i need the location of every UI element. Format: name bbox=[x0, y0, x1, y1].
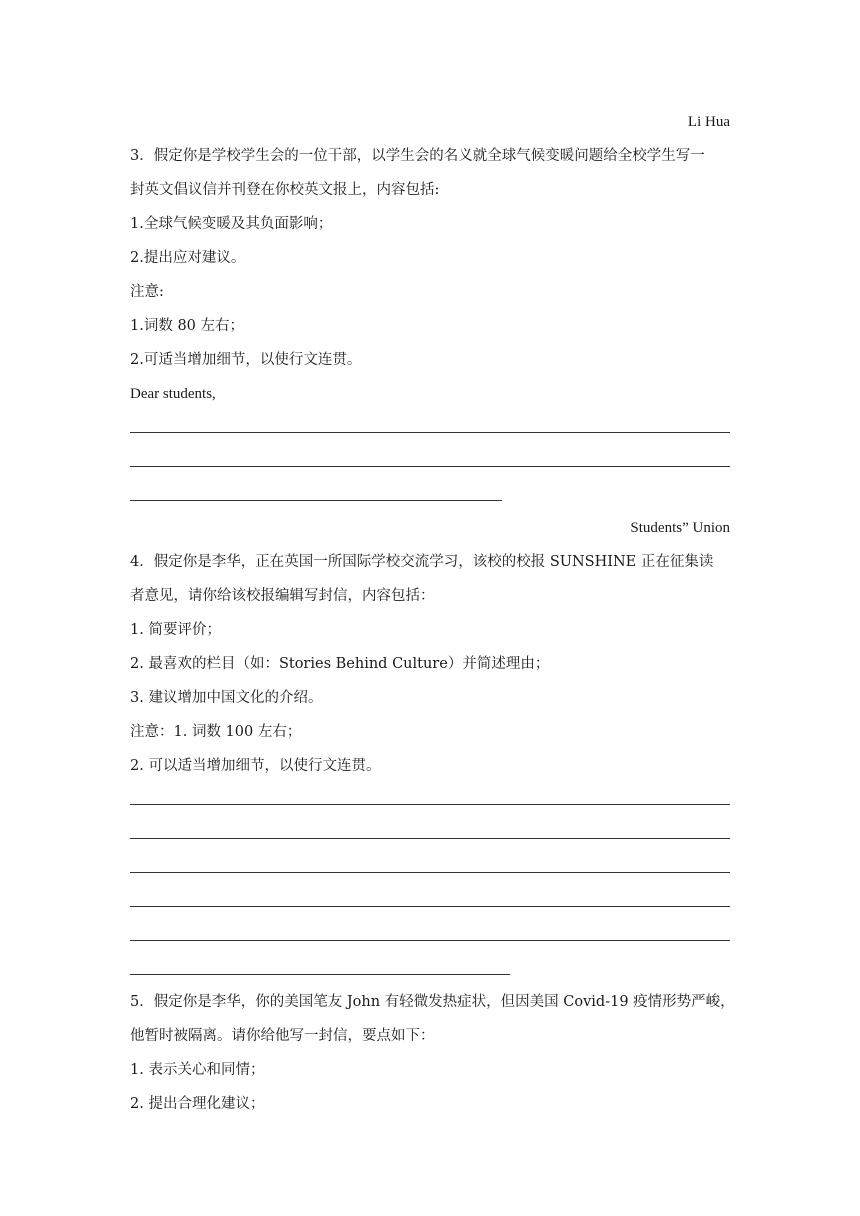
q4-prompt-line-1: 4．假定你是李华，正在英国一所国际学校交流学习，该校的校报 SUNSHINE 正在征集读 bbox=[130, 554, 714, 570]
q4-answer-line-5[interactable] bbox=[130, 940, 730, 941]
q3-answer-line-2[interactable] bbox=[130, 466, 730, 467]
q3-note-2: 2.可适当增加细节，以使行文连贯。 bbox=[130, 352, 362, 368]
q5-point-1: 1. 表示关心和同情； bbox=[130, 1062, 265, 1078]
q3-answer-line-1[interactable] bbox=[130, 432, 730, 433]
q5-prompt-line-1: 5．假定你是李华，你的美国笔友 John 有轻微发热症状，但因美国 Covid-19 疫情形势严峻， bbox=[130, 994, 735, 1010]
q3-salutation: Dear students, bbox=[130, 386, 216, 402]
q4-answer-line-2[interactable] bbox=[130, 838, 730, 839]
q4-answer-line-4[interactable] bbox=[130, 906, 730, 907]
q4-answer-line-1[interactable] bbox=[130, 804, 730, 805]
signature-li-hua: Li Hua bbox=[687, 114, 730, 130]
q3-point-2: 2.提出应对建议。 bbox=[130, 250, 246, 266]
q5-point-2: 2. 提出合理化建议； bbox=[130, 1096, 265, 1112]
q3-note-1: 1.词数 80 左右； bbox=[130, 318, 245, 334]
q4-note-1: 注意：1. 词数 100 左右； bbox=[130, 724, 302, 740]
q4-answer-line-3[interactable] bbox=[130, 872, 730, 873]
q3-point-1: 1.全球气候变暖及其负面影响； bbox=[130, 216, 333, 232]
q3-prompt-line-1: 3．假定你是学校学生会的一位干部，以学生会的名义就全球气候变暖问题给全校学生写一 bbox=[130, 148, 705, 164]
q4-point-1: 1. 简要评价； bbox=[130, 622, 221, 638]
q3-prompt-line-2: 封英文倡议信并刊登在你校英文报上，内容包括: bbox=[130, 182, 440, 198]
q3-signature: Students” Union bbox=[630, 520, 730, 536]
q4-point-2: 2. 最喜欢的栏目（如：Stories Behind Culture）并简述理由； bbox=[130, 656, 550, 672]
q4-answer-line-6[interactable] bbox=[130, 974, 510, 975]
q5-prompt-line-2: 他暂时被隔离。请你给他写一封信，要点如下： bbox=[130, 1028, 435, 1044]
q3-answer-line-3[interactable] bbox=[130, 500, 502, 501]
q3-note-label: 注意: bbox=[130, 284, 164, 300]
q4-note-2: 2. 可以适当增加细节，以使行文连贯。 bbox=[130, 758, 381, 774]
q4-point-3: 3. 建议增加中国文化的介绍。 bbox=[130, 690, 323, 706]
q4-prompt-line-2: 者意见，请你给该校报编辑写封信，内容包括： bbox=[130, 588, 435, 604]
